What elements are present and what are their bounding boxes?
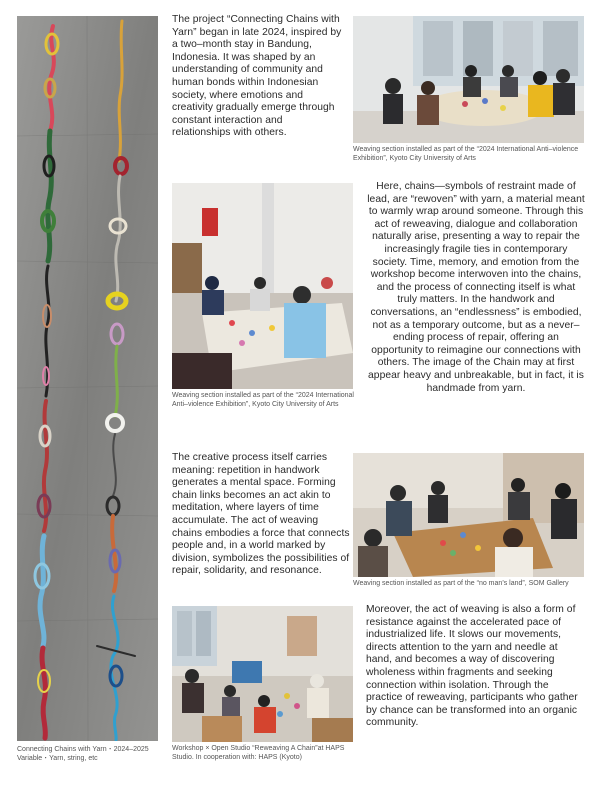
photo-1-caption: Weaving section installed as part of the “2024 International Anti–violence Exhibition”, Kyoto City University of Arts [353, 146, 579, 162]
paragraph-resistance: Moreover, the act of weaving is also a form of resistance against the accelerated pace of industrialized life. It slows our movements, directs attention to the yarn and needle at hand, and becomes a way of discovering wholeness within fragments and seeking connection within isolation. Through the practice of reweaving, participants who gather by chance can be transformed into an organic community. [366, 604, 578, 729]
paragraph-creative-process: The creative process itself carries meaning: repetition in handwork generates a mental space. Forming chain links becomes an act akin to meditation, where layers of time accumulate. The act of weaving chains embodies a force that connects people and, in a world marked by division, symbolizes the possibilities of repair, solidarity, and resonance. [172, 452, 350, 577]
artwork-caption [17, 745, 177, 763]
photo-4-caption: Workshop × Open Studio “Reweaving A Chain”at HAPS Studio. In cooperation with: HAPS (Kyoto) [172, 745, 345, 761]
workshop-photo-4 [172, 606, 353, 742]
paragraph-reweaving: Here, chains—symbols of restraint made of lead, are “rewoven” with yarn, a material meant to warmly wrap around someone. Through this act of reweaving, dialogue and collaboration naturally arise, presenting a way to repair the increasingly fragile ties in contemporary society. Time, memory, and emotion from the workshop become interwoven into the chains, and the process of connecting itself is what truly matters. In the handwork and conversations, an “endlessness” is embodied, not as a temporary outcome, but as a never–ending process of repair, offering an opportunity to reimagine our connections with others. The image of the Chain may at first appear heavy and unbreakable, but in fact, it is handmade from yarn. [367, 181, 585, 394]
photo-2-caption: Weaving section installed as part of the “2024 International Anti–violence Exhibition”, Kyoto City University of Arts [172, 392, 354, 408]
paragraph-intro: The project “Connecting Chains with Yarn” began in late 2024, inspired by a two–month stay in Bandung, Indonesia. It was shaped by an understanding of community and human bonds within Indonesian society, where emotions and creativity gradually emerge through constant interaction and relationships with others. [172, 14, 342, 139]
photo-3-caption: Weaving section installed as part of the “no man’s land”, SOM Gallery [353, 580, 569, 587]
workshop-photo-2 [172, 183, 353, 389]
workshop-photo-1 [353, 16, 584, 143]
yarn-chains-photo [17, 16, 158, 741]
artwork-caption-line1: Connecting Chains with Yarn・2024–2025 [17, 746, 149, 753]
artwork-caption-line2: Variable・Yarn, string, etc [17, 755, 98, 762]
workshop-photo-3 [353, 453, 584, 577]
